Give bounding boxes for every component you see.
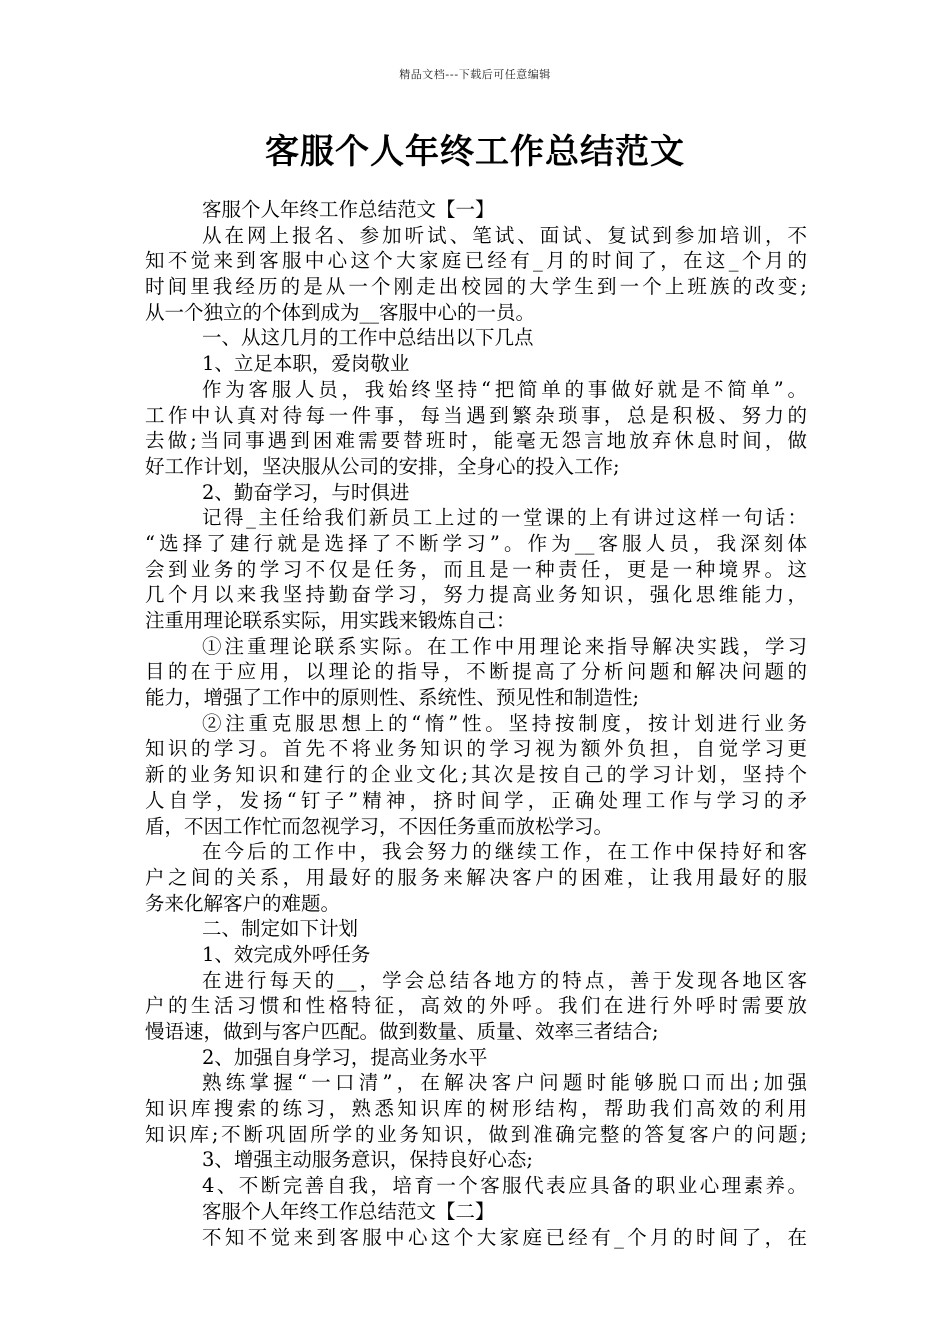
body-line: 不知不觉来到客服中心这个大家庭已经有_个月的时间了，在 xyxy=(202,1225,807,1249)
body-line: 2、加强自身学习，提高业务水平 xyxy=(202,1045,488,1069)
body-line: 二、制定如下计划 xyxy=(202,917,359,941)
body-line: 熟练掌握“一口清”，在解决客户问题时能够脱口而出;加强 xyxy=(202,1071,807,1095)
body-line: 目的在于应用，以理论的指导，不断提高了分析问题和解决问题的 xyxy=(145,660,807,684)
body-line: 一、从这几月的工作中总结出以下几点 xyxy=(202,326,534,350)
header-note: 精品文档---下载后可任意编辑 xyxy=(399,68,551,81)
body-line: 新的业务知识和建行的企业文化;其次是按自己的学习计划，坚持个 xyxy=(145,763,807,787)
body-line: 几个月以来我坚持勤奋学习，努力提高业务知识，强化思维能力， xyxy=(145,583,807,607)
body-line: 在今后的工作中，我会努力的继续工作，在工作中保持好和客 xyxy=(202,840,807,864)
body-line: 记得_主任给我们新员工上过的一堂课的上有讲过这样一句话： xyxy=(202,506,807,530)
body-line: 工作中认真对待每一件事，每当遇到繁杂琐事，总是积极、努力的 xyxy=(145,403,807,427)
body-line: “选择了建行就是选择了不断学习”。作为__客服人员，我深刻体 xyxy=(145,531,807,555)
body-line: 3、增强主动服务意识，保持良好心态; xyxy=(202,1148,533,1172)
body-line: 知不觉来到客服中心这个大家庭已经有_月的时间了，在这_个月的 xyxy=(145,249,807,273)
body-line: 作为客服人员，我始终坚持“把简单的事做好就是不简单”。 xyxy=(202,377,807,401)
body-line: 1、效完成外呼任务 xyxy=(202,942,371,966)
body-line: 能力，增强了工作中的原则性、系统性、预见性和制造性; xyxy=(145,686,640,710)
body-line: 会到业务的学习不仅是任务，而且是一种责任，更是一种境界。这 xyxy=(145,557,807,581)
body-line: 1、立足本职，爱岗敬业 xyxy=(202,352,410,376)
body-line: 户之间的关系，用最好的服务来解决客户的困难，让我用最好的服 xyxy=(145,865,807,889)
body-line: 务来化解客户的难题。 xyxy=(145,891,341,915)
document-title: 客服个人年终工作总结范文 xyxy=(265,132,685,172)
body-line: 在进行每天的__，学会总结各地方的特点，善于发现各地区客 xyxy=(202,968,807,992)
body-line: 知识库;不断巩固所学的业务知识，做到准确完整的答复客户的问题; xyxy=(145,1122,807,1146)
body-line: ②注重克服思想上的“惰”性。坚持按制度，按计划进行业务 xyxy=(202,711,807,735)
body-line: 去做;当同事遇到困难需要替班时，能毫无怨言地放弃休息时间，做 xyxy=(145,429,807,453)
body-line: 客服个人年终工作总结范文【一】 xyxy=(202,198,495,221)
body-line: 时间里我经历的是从一个刚走出校园的大学生到一个上班族的改变; xyxy=(145,275,807,299)
body-line: ①注重理论联系实际。在工作中用理论来指导解决实践，学习 xyxy=(202,634,807,658)
body-line: 好工作计划，坚决服从公司的安排，全身心的投入工作; xyxy=(145,454,620,478)
body-line: 2、勤奋学习，与时俱进 xyxy=(202,480,410,504)
body-line: 知识库搜索的练习，熟悉知识库的树形结构，帮助我们高效的利用 xyxy=(145,1097,807,1121)
body-line: 从在网上报名、参加听试、笔试、面试、复试到参加培训，不 xyxy=(202,223,807,247)
document-body xyxy=(145,197,807,1250)
body-line: 户的生活习惯和性格特征，高效的外呼。我们在进行外呼时需要放 xyxy=(145,994,807,1018)
body-line: 从一个独立的个体到成为__客服中心的一员。 xyxy=(145,300,536,324)
body-line: 知识的学习。首先不将业务知识的学习视为额外负担，自觉学习更 xyxy=(145,737,807,761)
body-line: 客服个人年终工作总结范文【二】 xyxy=(202,1199,495,1223)
body-line: 注重用理论联系实际，用实践来锻炼自己： xyxy=(145,609,516,632)
body-line: 人自学，发扬“钉子”精神，挤时间学，正确处理工作与学习的矛 xyxy=(145,788,807,812)
body-line: 盾，不因工作忙而忽视学习，不因任务重而放松学习。 xyxy=(145,814,614,838)
body-line: 4、不断完善自我，培育一个客服代表应具备的职业心理素养。 xyxy=(202,1174,807,1198)
body-line: 慢语速，做到与客户匹配。做到数量、质量、效率三者结合; xyxy=(145,1020,659,1043)
